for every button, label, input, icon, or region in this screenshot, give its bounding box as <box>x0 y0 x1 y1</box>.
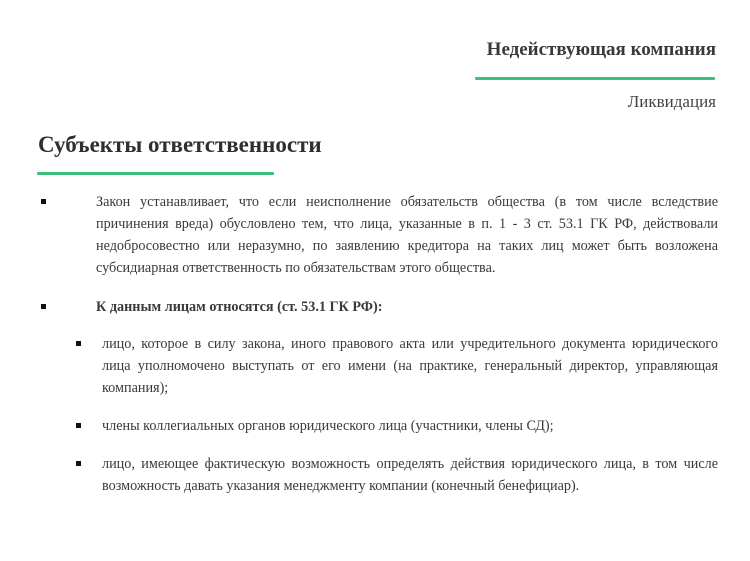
list-item <box>38 191 718 279</box>
header-divider <box>475 77 715 80</box>
sub-list-item <box>38 453 718 497</box>
square-bullet-icon <box>76 341 81 346</box>
list-item-text: лицо, имеющее фактическую возможность определять действия юридического лица, в том числе возможность давать указания менеджменту компании (конечный бенефициар). <box>102 456 718 494</box>
list-item-text: К данным лицам относятся (ст. 53.1 ГК РФ): <box>96 299 383 315</box>
list-item-text: Закон устанавливает, что если неисполнение обязательств общества (в том числе вследствие причинения вреда) обусловлено тем, что лица, указанные в п. 1 - 3 ст. 53.1 ГК РФ, действовали недобросовестно или неразумно, по заявлению кредитора на таких лиц может быть возложена субсидиарная ответственность по обязательствам этого общества. <box>96 194 718 276</box>
list-item-text: члены коллегиальных органов юридического лица (участники, члены СД); <box>102 418 554 434</box>
square-bullet-icon <box>76 423 81 428</box>
square-bullet-icon <box>41 304 46 309</box>
list-item <box>38 296 718 318</box>
section-title: Субъекты ответственности <box>38 132 322 157</box>
section-divider <box>37 172 274 175</box>
bullet-list <box>38 191 718 497</box>
square-bullet-icon <box>41 199 46 204</box>
square-bullet-icon <box>76 461 81 466</box>
sub-list-item <box>38 415 718 437</box>
header-title: Недействующая компания <box>486 39 716 60</box>
header-subtitle: Ликвидация <box>627 92 716 111</box>
sub-list-item <box>38 333 718 399</box>
list-item-text: лицо, которое в силу закона, иного правового акта или учредительного документа юридического лица уполномочено выступать от его имени (на практике, генеральный директор, управляющая компания); <box>102 336 718 396</box>
